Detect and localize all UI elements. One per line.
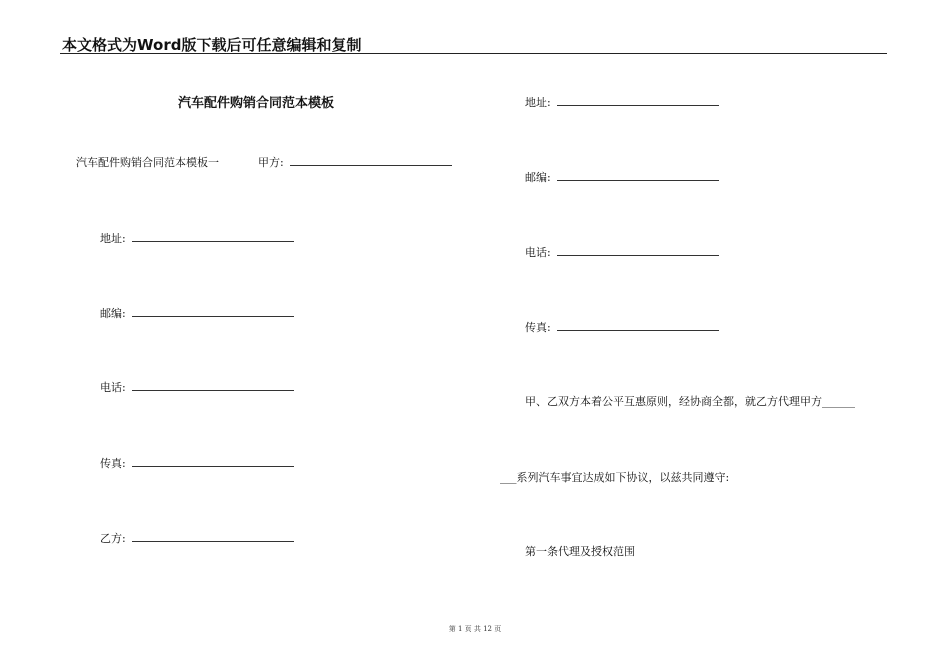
party-b-blank	[132, 540, 294, 542]
agreement-paragraph-2: ___系列汽车事宜达成如下协议，以兹共同遵守:	[500, 471, 730, 484]
left-postcode-label: 邮编:	[100, 307, 126, 320]
left-fax-blank	[132, 465, 294, 467]
right-fax-label: 传真:	[525, 321, 551, 334]
right-address-label: 地址:	[525, 96, 551, 109]
party-a-blank	[290, 164, 452, 166]
section-heading-1: 第一条代理及授权范围	[525, 545, 635, 558]
right-postcode-label: 邮编:	[525, 171, 551, 184]
agreement-paragraph-1: 甲、乙双方本着公平互惠原则，经协商全都，就乙方代理甲方______	[525, 395, 855, 408]
right-address-blank	[557, 104, 719, 106]
left-phone-field	[100, 379, 294, 395]
right-phone-label: 电话:	[525, 246, 551, 259]
left-fax-field	[100, 455, 294, 471]
header-divider	[60, 53, 887, 54]
right-phone-field	[525, 244, 719, 260]
document-header: 本文格式为Word版下载后可任意编辑和复制	[62, 36, 362, 54]
document-title: 汽车配件购销合同范本模板	[178, 96, 335, 111]
right-phone-blank	[557, 254, 719, 256]
right-postcode-blank	[557, 179, 719, 181]
left-address-label: 地址:	[100, 232, 126, 245]
left-address-field	[100, 230, 294, 246]
right-fax-blank	[557, 329, 719, 331]
right-address-field	[525, 94, 719, 110]
party-b-field	[100, 530, 294, 546]
left-postcode-blank	[132, 315, 294, 317]
right-postcode-field	[525, 169, 719, 185]
left-postcode-field	[100, 305, 294, 321]
right-fax-field	[525, 319, 719, 335]
left-fax-label: 传真:	[100, 457, 126, 470]
left-address-blank	[132, 240, 294, 242]
party-b-label: 乙方:	[100, 532, 126, 545]
left-phone-blank	[132, 389, 294, 391]
party-a-field	[258, 154, 452, 170]
page-footer: 第 1 页 共 12 页	[448, 625, 502, 633]
party-a-label: 甲方:	[258, 156, 284, 169]
left-phone-label: 电话:	[100, 381, 126, 394]
subtitle: 汽车配件购销合同范本模板一	[76, 156, 219, 169]
